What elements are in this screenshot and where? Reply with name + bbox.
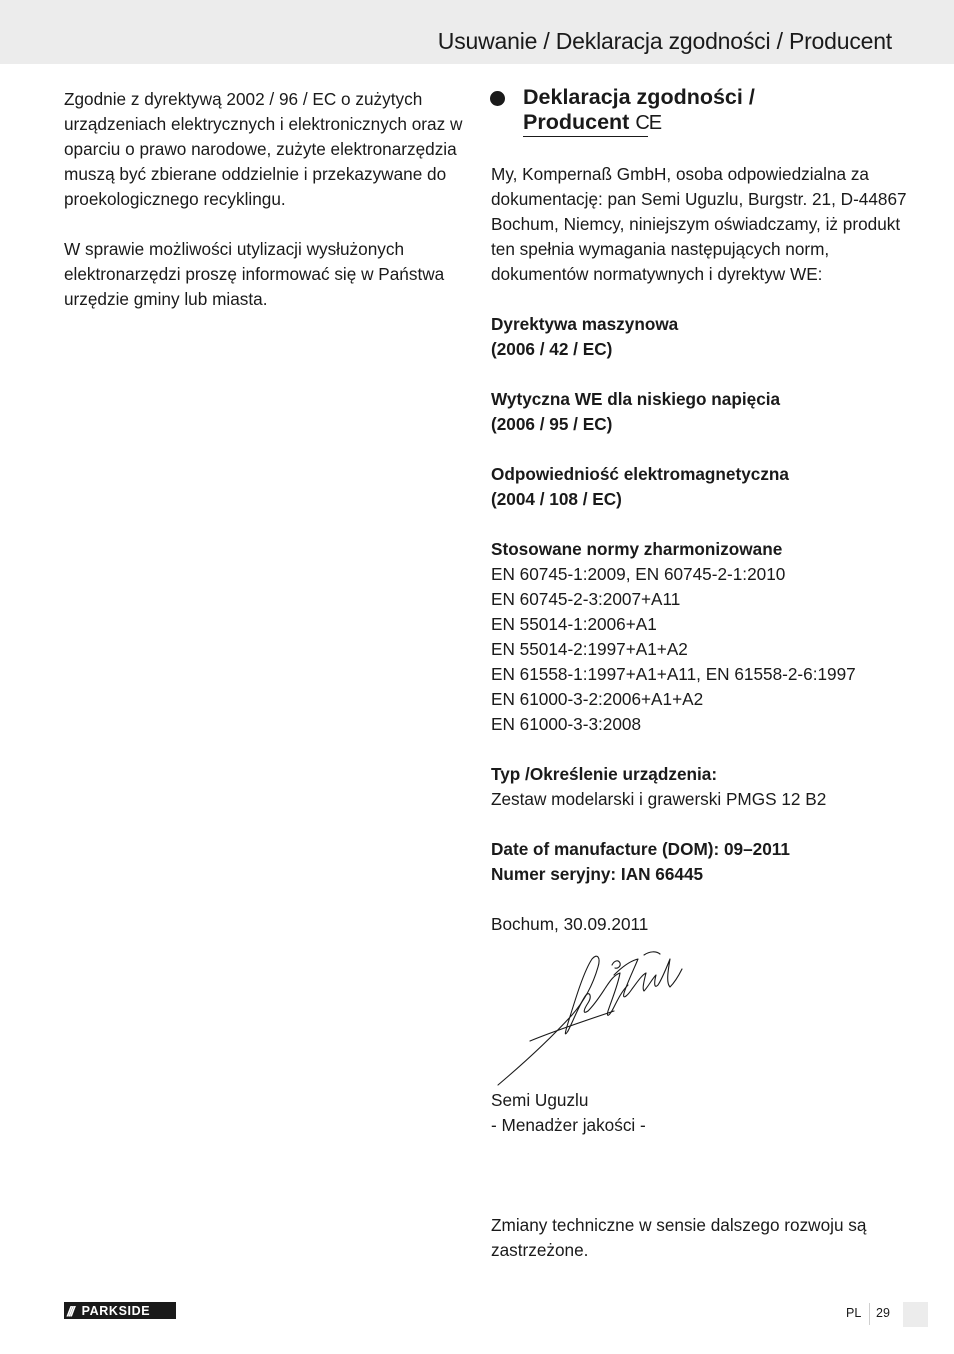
header-bar bbox=[0, 0, 954, 64]
footer-divider bbox=[869, 1303, 870, 1325]
language-code: PL bbox=[846, 1306, 862, 1320]
directive-low-voltage-name: Wytyczna WE dla niskiego napięcia bbox=[491, 389, 781, 409]
device-type-heading: Typ /Określenie urządzenia: bbox=[491, 764, 718, 784]
directive-low-voltage-code: (2006 / 95 / EC) bbox=[491, 414, 613, 434]
parkside-logo bbox=[64, 1302, 176, 1319]
standards-heading: Stosowane normy zharmonizowane bbox=[491, 539, 783, 559]
declaration-heading-line1: Deklaracja zgodności / bbox=[523, 85, 755, 109]
directive-machinery bbox=[491, 312, 911, 362]
bullet-icon bbox=[490, 91, 505, 106]
heading-underline bbox=[523, 136, 648, 137]
declaration-heading-line2: Producent bbox=[523, 110, 630, 134]
ce-mark-icon: CE bbox=[635, 112, 662, 134]
page-title: Usuwanie / Deklaracja zgodności / Producent bbox=[437, 28, 892, 54]
standards-block bbox=[491, 537, 911, 737]
logo-slashes: /// bbox=[67, 1302, 73, 1319]
standard-item: EN 55014-2:1997+A1+A2 bbox=[491, 639, 688, 659]
date-of-manufacture: Date of manufacture (DOM): 09–2011 bbox=[491, 839, 790, 859]
device-type-value: Zestaw modelarski i grawerski PMGS 12 B2 bbox=[491, 789, 827, 809]
manufacture-info bbox=[491, 837, 911, 887]
declaration-heading bbox=[523, 85, 755, 136]
standard-item: EN 61558-1:1997+A1+A11, EN 61558-2-6:1997 bbox=[491, 664, 856, 684]
standard-item: EN 61000-3-3:2008 bbox=[491, 714, 642, 734]
page-tab-marker bbox=[903, 1302, 928, 1327]
signer-name: Semi Uguzlu bbox=[491, 1090, 589, 1110]
disposal-section bbox=[64, 87, 464, 337]
directive-machinery-code: (2006 / 42 / EC) bbox=[491, 339, 613, 359]
place-date: Bochum, 30.09.2011 bbox=[491, 914, 649, 934]
recycling-info-paragraph: W sprawie możliwości utylizacji wysłużonych elektronarzędzi proszę informować się w Państwa urzędzie gminy lub miasta. bbox=[64, 239, 445, 309]
directive-emc-name: Odpowiedniość elektromagnetyczna bbox=[491, 464, 789, 484]
serial-number: Numer seryjny: IAN 66445 bbox=[491, 864, 704, 884]
device-type-block bbox=[491, 762, 911, 812]
directive-machinery-name: Dyrektywa maszynowa bbox=[491, 314, 679, 334]
standard-item: EN 60745-1:2009, EN 60745-2-1:2010 bbox=[491, 564, 786, 584]
signer-block bbox=[491, 1088, 646, 1138]
standard-item: EN 60745-2-3:2007+A11 bbox=[491, 589, 681, 609]
logo-text: PARKSIDE bbox=[81, 1303, 151, 1318]
directive-emc bbox=[491, 462, 911, 512]
page-number: 29 bbox=[876, 1306, 890, 1320]
signature-image bbox=[494, 945, 694, 1090]
directive-low-voltage bbox=[491, 387, 911, 437]
signer-role: - Menadżer jakości - bbox=[491, 1115, 646, 1135]
directive-emc-code: (2004 / 108 / EC) bbox=[491, 489, 622, 509]
declaration-body bbox=[491, 162, 911, 962]
disposal-paragraph: Zgodnie z dyrektywą 2002 / 96 / EC o zużytych urządzeniach elektrycznych i elektronicznych oraz w oparciu o prawo narodowe, zużyte elektronarzędzia muszą być zbierane oddzielnie i przekazywane do proekologicznego recyklingu. bbox=[64, 89, 463, 209]
standard-item: EN 61000-3-2:2006+A1+A2 bbox=[491, 689, 704, 709]
technical-changes-note: Zmiany techniczne w sensie dalszego rozwoju są zastrzeżone. bbox=[491, 1215, 867, 1260]
declaration-intro: My, Kompernaß GmbH, osoba odpowiedzialna za dokumentację: pan Semi Uguzlu, Burgstr. 21, D-44867 Bochum, Niemcy, niniejszym oświadczamy, iż produkt ten spełnia wymagania następujących norm, dokumentów normatywnych i dyrektyw WE: bbox=[491, 164, 907, 284]
standard-item: EN 55014-1:2006+A1 bbox=[491, 614, 657, 634]
